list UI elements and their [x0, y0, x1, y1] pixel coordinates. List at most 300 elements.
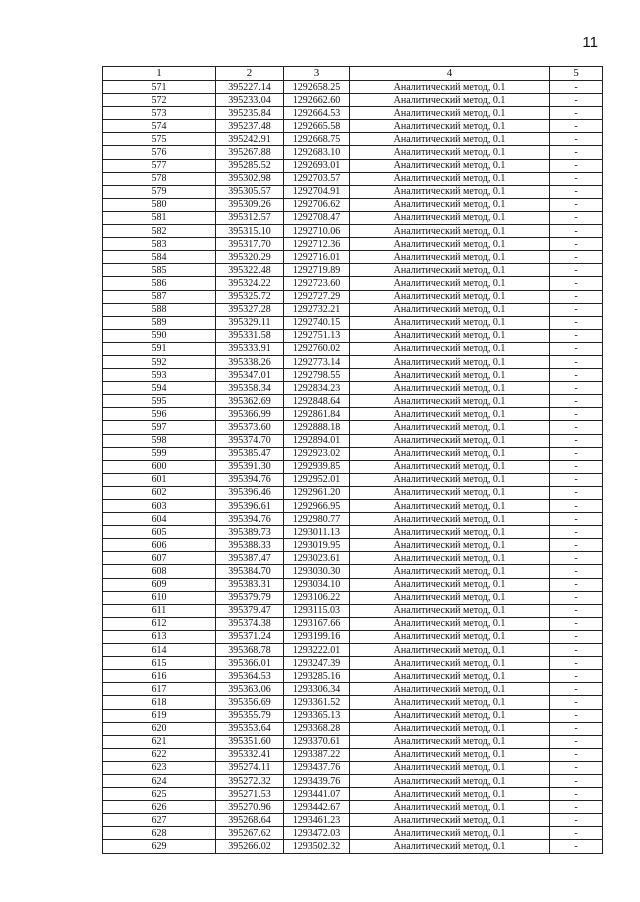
- cell-description: -: [550, 120, 603, 133]
- cell-point-number: 615: [103, 657, 216, 670]
- cell-x: 395353.64: [216, 722, 284, 735]
- cell-point-number: 580: [103, 198, 216, 211]
- cell-method: Аналитический метод, 0.1: [350, 303, 550, 316]
- cell-method: Аналитический метод, 0.1: [350, 604, 550, 617]
- cell-description: -: [550, 644, 603, 657]
- cell-point-number: 573: [103, 107, 216, 120]
- cell-description: -: [550, 94, 603, 107]
- cell-x: 395379.79: [216, 591, 284, 604]
- cell-point-number: 599: [103, 447, 216, 460]
- cell-y: 1292798.55: [284, 369, 350, 382]
- cell-y: 1292668.75: [284, 133, 350, 146]
- cell-x: 395312.57: [216, 211, 284, 224]
- cell-x: 395389.73: [216, 526, 284, 539]
- cell-x: 395237.48: [216, 120, 284, 133]
- table-row: [103, 303, 603, 316]
- table-row: [103, 355, 603, 368]
- header-cell-description: 5: [550, 67, 603, 81]
- table-row: [103, 198, 603, 211]
- cell-y: 1292665.58: [284, 120, 350, 133]
- cell-description: -: [550, 107, 603, 120]
- cell-x: 395274.11: [216, 761, 284, 774]
- cell-y: 1293472.03: [284, 827, 350, 840]
- cell-description: -: [550, 290, 603, 303]
- cell-point-number: 614: [103, 644, 216, 657]
- cell-x: 395394.76: [216, 473, 284, 486]
- table-row: [103, 578, 603, 591]
- cell-description: -: [550, 172, 603, 185]
- cell-method: Аналитический метод, 0.1: [350, 447, 550, 460]
- cell-method: Аналитический метод, 0.1: [350, 696, 550, 709]
- cell-description: -: [550, 303, 603, 316]
- table-row: [103, 408, 603, 421]
- cell-x: 395366.99: [216, 408, 284, 421]
- cell-x: 395268.64: [216, 814, 284, 827]
- table-row: [103, 421, 603, 434]
- cell-description: -: [550, 355, 603, 368]
- table-row: [103, 513, 603, 526]
- cell-point-number: 623: [103, 761, 216, 774]
- cell-method: Аналитический метод, 0.1: [350, 683, 550, 696]
- cell-y: 1292773.14: [284, 355, 350, 368]
- cell-x: 395242.91: [216, 133, 284, 146]
- cell-x: 395235.84: [216, 107, 284, 120]
- cell-method: Аналитический метод, 0.1: [350, 526, 550, 539]
- cell-point-number: 622: [103, 748, 216, 761]
- cell-y: 1293115.03: [284, 604, 350, 617]
- cell-x: 395302.98: [216, 172, 284, 185]
- table-row: [103, 133, 603, 146]
- cell-point-number: 581: [103, 211, 216, 224]
- cell-point-number: 575: [103, 133, 216, 146]
- cell-point-number: 608: [103, 565, 216, 578]
- cell-y: 1292716.01: [284, 251, 350, 264]
- cell-point-number: 602: [103, 486, 216, 499]
- cell-y: 1292658.25: [284, 81, 350, 94]
- cell-description: -: [550, 801, 603, 814]
- cell-method: Аналитический метод, 0.1: [350, 722, 550, 735]
- cell-point-number: 598: [103, 434, 216, 447]
- cell-x: 395396.46: [216, 486, 284, 499]
- cell-method: Аналитический метод, 0.1: [350, 395, 550, 408]
- cell-y: 1292710.06: [284, 225, 350, 238]
- cell-y: 1293441.07: [284, 788, 350, 801]
- cell-method: Аналитический метод, 0.1: [350, 198, 550, 211]
- cell-x: 395331.58: [216, 329, 284, 342]
- table-row: [103, 657, 603, 670]
- table-row: [103, 447, 603, 460]
- cell-description: -: [550, 238, 603, 251]
- cell-point-number: 591: [103, 342, 216, 355]
- cell-y: 1292704.91: [284, 185, 350, 198]
- table-body: [103, 81, 603, 854]
- cell-description: -: [550, 840, 603, 853]
- cell-y: 1292703.57: [284, 172, 350, 185]
- cell-point-number: 620: [103, 722, 216, 735]
- cell-method: Аналитический метод, 0.1: [350, 657, 550, 670]
- header-row: [103, 67, 603, 81]
- cell-y: 1293034.10: [284, 578, 350, 591]
- cell-point-number: 590: [103, 329, 216, 342]
- cell-point-number: 617: [103, 683, 216, 696]
- cell-point-number: 577: [103, 159, 216, 172]
- cell-method: Аналитический метод, 0.1: [350, 421, 550, 434]
- cell-point-number: 604: [103, 513, 216, 526]
- cell-point-number: 593: [103, 369, 216, 382]
- table-row: [103, 211, 603, 224]
- table-row: [103, 617, 603, 630]
- table-row: [103, 172, 603, 185]
- cell-description: -: [550, 827, 603, 840]
- cell-point-number: 579: [103, 185, 216, 198]
- cell-y: 1292732.21: [284, 303, 350, 316]
- header-cell-x: 2: [216, 67, 284, 81]
- cell-description: -: [550, 604, 603, 617]
- cell-method: Аналитический метод, 0.1: [350, 146, 550, 159]
- cell-y: 1292723.60: [284, 277, 350, 290]
- cell-description: -: [550, 264, 603, 277]
- table-row: [103, 788, 603, 801]
- cell-point-number: 606: [103, 539, 216, 552]
- cell-description: -: [550, 591, 603, 604]
- cell-description: -: [550, 788, 603, 801]
- cell-y: 1292834.23: [284, 382, 350, 395]
- cell-x: 395388.33: [216, 539, 284, 552]
- cell-point-number: 595: [103, 395, 216, 408]
- table-row: [103, 683, 603, 696]
- cell-point-number: 610: [103, 591, 216, 604]
- cell-description: -: [550, 434, 603, 447]
- cell-method: Аналитический метод, 0.1: [350, 473, 550, 486]
- cell-method: Аналитический метод, 0.1: [350, 251, 550, 264]
- cell-description: -: [550, 460, 603, 473]
- cell-point-number: 627: [103, 814, 216, 827]
- cell-x: 395317.70: [216, 238, 284, 251]
- cell-point-number: 582: [103, 225, 216, 238]
- cell-method: Аналитический метод, 0.1: [350, 81, 550, 94]
- cell-point-number: 603: [103, 500, 216, 513]
- cell-y: 1292708.47: [284, 211, 350, 224]
- cell-y: 1293361.52: [284, 696, 350, 709]
- cell-point-number: 576: [103, 146, 216, 159]
- cell-x: 395320.29: [216, 251, 284, 264]
- cell-y: 1292980.77: [284, 513, 350, 526]
- table-header: [103, 67, 603, 81]
- table-row: [103, 591, 603, 604]
- cell-y: 1292888.18: [284, 421, 350, 434]
- cell-description: -: [550, 329, 603, 342]
- cell-method: Аналитический метод, 0.1: [350, 172, 550, 185]
- cell-point-number: 574: [103, 120, 216, 133]
- cell-x: 395338.26: [216, 355, 284, 368]
- table-row: [103, 316, 603, 329]
- cell-x: 395272.32: [216, 774, 284, 787]
- cell-description: -: [550, 513, 603, 526]
- cell-method: Аналитический метод, 0.1: [350, 211, 550, 224]
- cell-x: 395374.38: [216, 617, 284, 630]
- table-row: [103, 840, 603, 853]
- cell-method: Аналитический метод, 0.1: [350, 788, 550, 801]
- cell-method: Аналитический метод, 0.1: [350, 617, 550, 630]
- page-number: 11: [582, 34, 598, 51]
- cell-description: -: [550, 316, 603, 329]
- cell-point-number: 587: [103, 290, 216, 303]
- cell-y: 1293199.16: [284, 630, 350, 643]
- cell-y: 1293285.16: [284, 670, 350, 683]
- cell-point-number: 607: [103, 552, 216, 565]
- cell-description: -: [550, 748, 603, 761]
- table-row: [103, 238, 603, 251]
- cell-y: 1293011.13: [284, 526, 350, 539]
- cell-y: 1293222.01: [284, 644, 350, 657]
- cell-y: 1293106.22: [284, 591, 350, 604]
- cell-y: 1292662.60: [284, 94, 350, 107]
- cell-point-number: 625: [103, 788, 216, 801]
- table-row: [103, 486, 603, 499]
- cell-y: 1293439.76: [284, 774, 350, 787]
- cell-point-number: 626: [103, 801, 216, 814]
- table-row: [103, 709, 603, 722]
- cell-y: 1292683.10: [284, 146, 350, 159]
- cell-y: 1293368.28: [284, 722, 350, 735]
- table-row: [103, 120, 603, 133]
- cell-description: -: [550, 473, 603, 486]
- cell-method: Аналитический метод, 0.1: [350, 434, 550, 447]
- table-row: [103, 630, 603, 643]
- cell-point-number: 584: [103, 251, 216, 264]
- cell-x: 395384.70: [216, 565, 284, 578]
- cell-description: -: [550, 198, 603, 211]
- table-row: [103, 94, 603, 107]
- cell-description: -: [550, 774, 603, 787]
- table-row: [103, 342, 603, 355]
- header-cell-point-number: 1: [103, 67, 216, 81]
- cell-description: -: [550, 81, 603, 94]
- cell-description: -: [550, 342, 603, 355]
- cell-y: 1292693.01: [284, 159, 350, 172]
- table-row: [103, 696, 603, 709]
- cell-method: Аналитический метод, 0.1: [350, 290, 550, 303]
- cell-method: Аналитический метод, 0.1: [350, 709, 550, 722]
- cell-method: Аналитический метод, 0.1: [350, 840, 550, 853]
- cell-method: Аналитический метод, 0.1: [350, 761, 550, 774]
- cell-method: Аналитический метод, 0.1: [350, 120, 550, 133]
- cell-y: 1292848.64: [284, 395, 350, 408]
- cell-y: 1292706.62: [284, 198, 350, 211]
- cell-method: Аналитический метод, 0.1: [350, 644, 550, 657]
- cell-description: -: [550, 159, 603, 172]
- cell-method: Аналитический метод, 0.1: [350, 225, 550, 238]
- cell-method: Аналитический метод, 0.1: [350, 735, 550, 748]
- cell-point-number: 601: [103, 473, 216, 486]
- cell-method: Аналитический метод, 0.1: [350, 369, 550, 382]
- cell-y: 1293019.95: [284, 539, 350, 552]
- cell-x: 395325.72: [216, 290, 284, 303]
- cell-description: -: [550, 382, 603, 395]
- table-row: [103, 761, 603, 774]
- cell-method: Аналитический метод, 0.1: [350, 500, 550, 513]
- cell-x: 395394.76: [216, 513, 284, 526]
- cell-y: 1292727.29: [284, 290, 350, 303]
- table-row: [103, 369, 603, 382]
- cell-point-number: 624: [103, 774, 216, 787]
- cell-x: 395315.10: [216, 225, 284, 238]
- cell-method: Аналитический метод, 0.1: [350, 591, 550, 604]
- table-row: [103, 526, 603, 539]
- cell-method: Аналитический метод, 0.1: [350, 277, 550, 290]
- table-row: [103, 146, 603, 159]
- table-row: [103, 565, 603, 578]
- cell-x: 395363.06: [216, 683, 284, 696]
- cell-point-number: 600: [103, 460, 216, 473]
- cell-method: Аналитический метод, 0.1: [350, 133, 550, 146]
- cell-x: 395379.47: [216, 604, 284, 617]
- cell-y: 1292712.36: [284, 238, 350, 251]
- cell-description: -: [550, 565, 603, 578]
- cell-description: -: [550, 211, 603, 224]
- cell-description: -: [550, 225, 603, 238]
- cell-y: 1292923.02: [284, 447, 350, 460]
- cell-method: Аналитический метод, 0.1: [350, 748, 550, 761]
- cell-x: 395270.96: [216, 801, 284, 814]
- table-row: [103, 801, 603, 814]
- cell-description: -: [550, 277, 603, 290]
- cell-description: -: [550, 133, 603, 146]
- cell-x: 395309.26: [216, 198, 284, 211]
- cell-description: -: [550, 146, 603, 159]
- cell-x: 395356.69: [216, 696, 284, 709]
- cell-point-number: 586: [103, 277, 216, 290]
- cell-description: -: [550, 500, 603, 513]
- cell-description: -: [550, 408, 603, 421]
- cell-point-number: 588: [103, 303, 216, 316]
- cell-point-number: 592: [103, 355, 216, 368]
- table-row: [103, 185, 603, 198]
- cell-x: 395396.61: [216, 500, 284, 513]
- cell-method: Аналитический метод, 0.1: [350, 94, 550, 107]
- cell-x: 395285.52: [216, 159, 284, 172]
- cell-y: 1292719.89: [284, 264, 350, 277]
- cell-x: 395322.48: [216, 264, 284, 277]
- cell-x: 395267.88: [216, 146, 284, 159]
- cell-point-number: 594: [103, 382, 216, 395]
- cell-y: 1293306.34: [284, 683, 350, 696]
- cell-y: 1293387.22: [284, 748, 350, 761]
- cell-y: 1293023.61: [284, 552, 350, 565]
- header-cell-y: 3: [284, 67, 350, 81]
- cell-x: 395373.60: [216, 421, 284, 434]
- cell-description: -: [550, 735, 603, 748]
- cell-description: -: [550, 369, 603, 382]
- cell-point-number: 629: [103, 840, 216, 853]
- table-row: [103, 290, 603, 303]
- cell-x: 395358.34: [216, 382, 284, 395]
- cell-x: 395324.22: [216, 277, 284, 290]
- cell-method: Аналитический метод, 0.1: [350, 513, 550, 526]
- cell-y: 1293502.32: [284, 840, 350, 853]
- cell-method: Аналитический метод, 0.1: [350, 814, 550, 827]
- cell-description: -: [550, 617, 603, 630]
- cell-x: 395266.02: [216, 840, 284, 853]
- cell-point-number: 597: [103, 421, 216, 434]
- cell-method: Аналитический метод, 0.1: [350, 355, 550, 368]
- cell-x: 395366.01: [216, 657, 284, 670]
- cell-point-number: 583: [103, 238, 216, 251]
- cell-point-number: 619: [103, 709, 216, 722]
- cell-point-number: 589: [103, 316, 216, 329]
- cell-x: 395347.01: [216, 369, 284, 382]
- cell-x: 395355.79: [216, 709, 284, 722]
- table-row: [103, 552, 603, 565]
- cell-description: -: [550, 185, 603, 198]
- cell-point-number: 596: [103, 408, 216, 421]
- cell-method: Аналитический метод, 0.1: [350, 801, 550, 814]
- cell-description: -: [550, 657, 603, 670]
- cell-description: -: [550, 421, 603, 434]
- cell-method: Аналитический метод, 0.1: [350, 329, 550, 342]
- table-row: [103, 539, 603, 552]
- cell-x: 395383.31: [216, 578, 284, 591]
- cell-y: 1292966.95: [284, 500, 350, 513]
- cell-y: 1292961.20: [284, 486, 350, 499]
- cell-method: Аналитический метод, 0.1: [350, 578, 550, 591]
- cell-x: 395233.04: [216, 94, 284, 107]
- cell-x: 395368.78: [216, 644, 284, 657]
- cell-y: 1293461.23: [284, 814, 350, 827]
- cell-point-number: 572: [103, 94, 216, 107]
- cell-x: 395362.69: [216, 395, 284, 408]
- cell-description: -: [550, 683, 603, 696]
- cell-point-number: 571: [103, 81, 216, 94]
- table-row: [103, 159, 603, 172]
- cell-point-number: 613: [103, 630, 216, 643]
- cell-description: -: [550, 447, 603, 460]
- cell-x: 395351.60: [216, 735, 284, 748]
- table-row: [103, 277, 603, 290]
- table-row: [103, 814, 603, 827]
- cell-y: 1293247.39: [284, 657, 350, 670]
- cell-method: Аналитический метод, 0.1: [350, 827, 550, 840]
- cell-point-number: 611: [103, 604, 216, 617]
- table-row: [103, 329, 603, 342]
- cell-y: 1293167.66: [284, 617, 350, 630]
- cell-description: -: [550, 395, 603, 408]
- cell-method: Аналитический метод, 0.1: [350, 238, 550, 251]
- cell-description: -: [550, 486, 603, 499]
- cell-x: 395371.24: [216, 630, 284, 643]
- cell-x: 395364.53: [216, 670, 284, 683]
- cell-y: 1292952.01: [284, 473, 350, 486]
- cell-method: Аналитический метод, 0.1: [350, 159, 550, 172]
- cell-point-number: 609: [103, 578, 216, 591]
- table-row: [103, 748, 603, 761]
- cell-method: Аналитический метод, 0.1: [350, 539, 550, 552]
- cell-y: 1292760.02: [284, 342, 350, 355]
- cell-method: Аналитический метод, 0.1: [350, 316, 550, 329]
- cell-point-number: 612: [103, 617, 216, 630]
- cell-y: 1292664.53: [284, 107, 350, 120]
- cell-method: Аналитический метод, 0.1: [350, 382, 550, 395]
- coordinates-table: [102, 66, 603, 854]
- cell-point-number: 578: [103, 172, 216, 185]
- cell-description: -: [550, 722, 603, 735]
- cell-description: -: [550, 526, 603, 539]
- cell-method: Аналитический метод, 0.1: [350, 460, 550, 473]
- table-row: [103, 473, 603, 486]
- cell-method: Аналитический метод, 0.1: [350, 185, 550, 198]
- cell-y: 1293437.76: [284, 761, 350, 774]
- cell-y: 1292751.13: [284, 329, 350, 342]
